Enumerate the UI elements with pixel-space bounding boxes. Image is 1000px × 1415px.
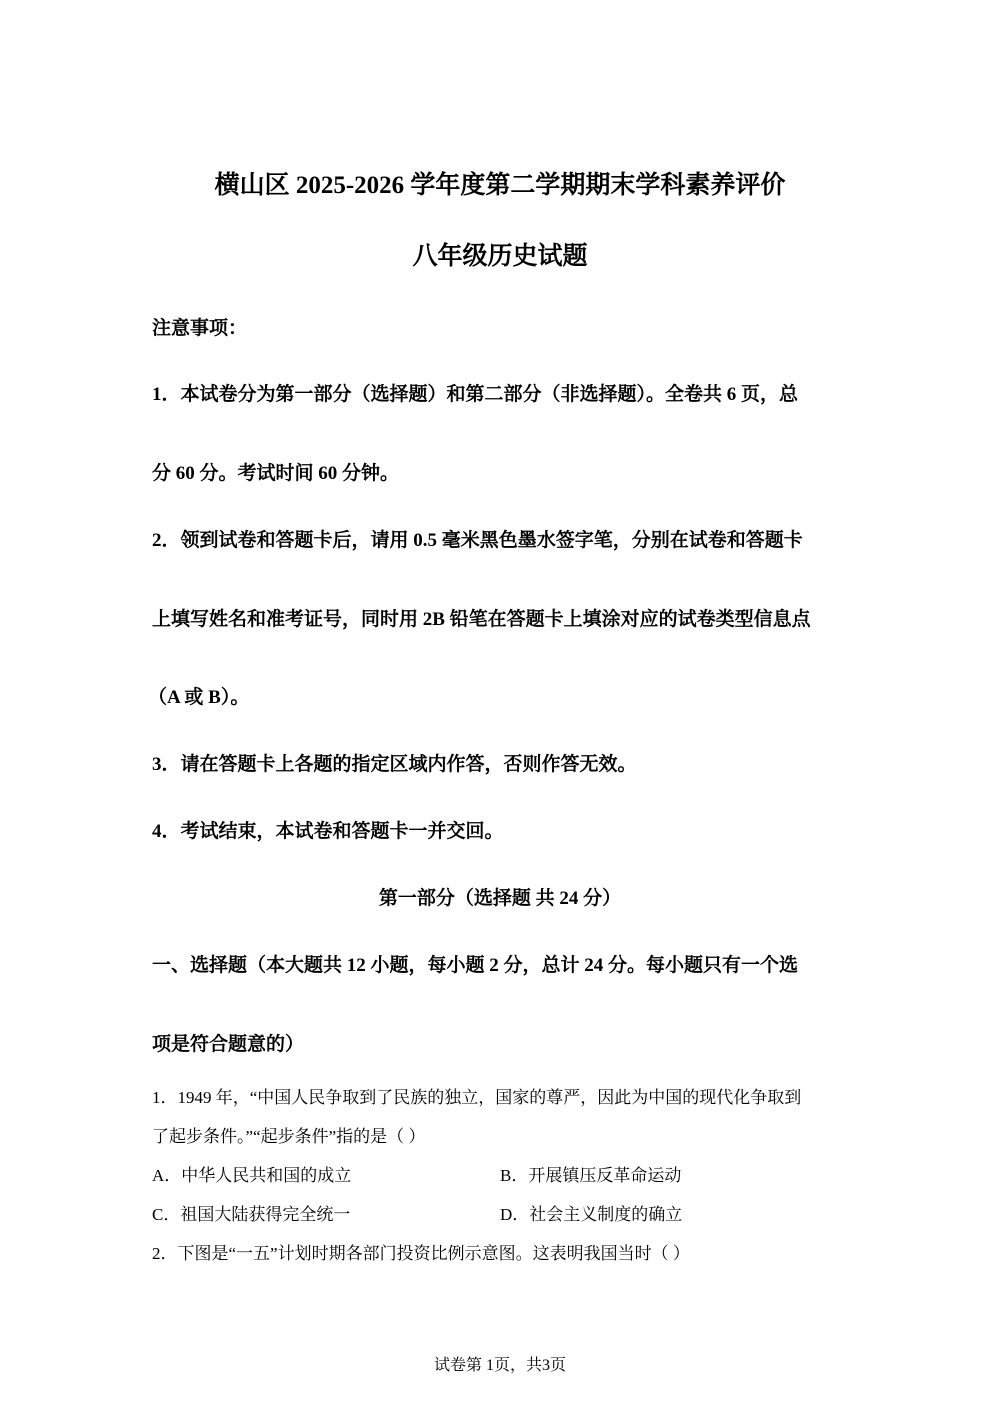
question-1-stem: 了起步条件。”“起步条件”指的是（ ） — [152, 1127, 426, 1146]
option-b: B．开展镇压反革命运动 — [500, 1166, 682, 1185]
notice-line: 分 60 分。考试时间 60 分钟。 — [152, 463, 400, 484]
option-c: C．祖国大陆获得完全统一 — [152, 1205, 351, 1224]
page-footer: 试卷第 1页，共3页 — [433, 1357, 566, 1374]
notice-line: 上填写姓名和准考证号，同时用 2B 铅笔在答题卡上填涂对应的试卷类型信息点 — [152, 609, 811, 630]
section-heading: 一、选择题（本大题共 12 小题，每小题 2 分，总计 24 分。每小题只有一个选 — [152, 955, 799, 976]
notice-line: 4．考试结束，本试卷和答题卡一并交回。 — [152, 821, 504, 842]
option-d: D．社会主义制度的确立 — [500, 1205, 683, 1224]
notice-line: 3．请在答题卡上各题的指定区域内作答，否则作答无效。 — [152, 754, 637, 775]
notice-line: 2．领到试卷和答题卡后，请用 0.5 毫米黑色墨水签字笔，分别在试卷和答题卡 — [152, 530, 803, 551]
part1-heading: 第一部分（选择题 共 24 分） — [378, 888, 622, 909]
exam-subtitle: 八年级历史试题 — [412, 243, 588, 270]
notice-line: 1．本试卷分为第一部分（选择题）和第二部分（非选择题）。全卷共 6 页，总 — [152, 384, 799, 405]
section-heading: 项是符合题意的） — [152, 1034, 305, 1055]
exam-title: 横山区 2025-2026 学年度第二学期期末学科素养评价 — [214, 172, 786, 199]
notice-line: （A 或 B）。 — [148, 687, 250, 708]
question-2-stem: 2．下图是“一五”计划时期各部门投资比例示意图。这表明我国当时（ ） — [152, 1244, 690, 1263]
option-a: A．中华人民共和国的成立 — [152, 1166, 352, 1185]
notice-heading: 注意事项： — [152, 318, 248, 339]
question-1-stem: 1．1949 年，“中国人民争取到了民族的独立，国家的尊严，因此为中国的现代化争取到 — [152, 1088, 802, 1107]
